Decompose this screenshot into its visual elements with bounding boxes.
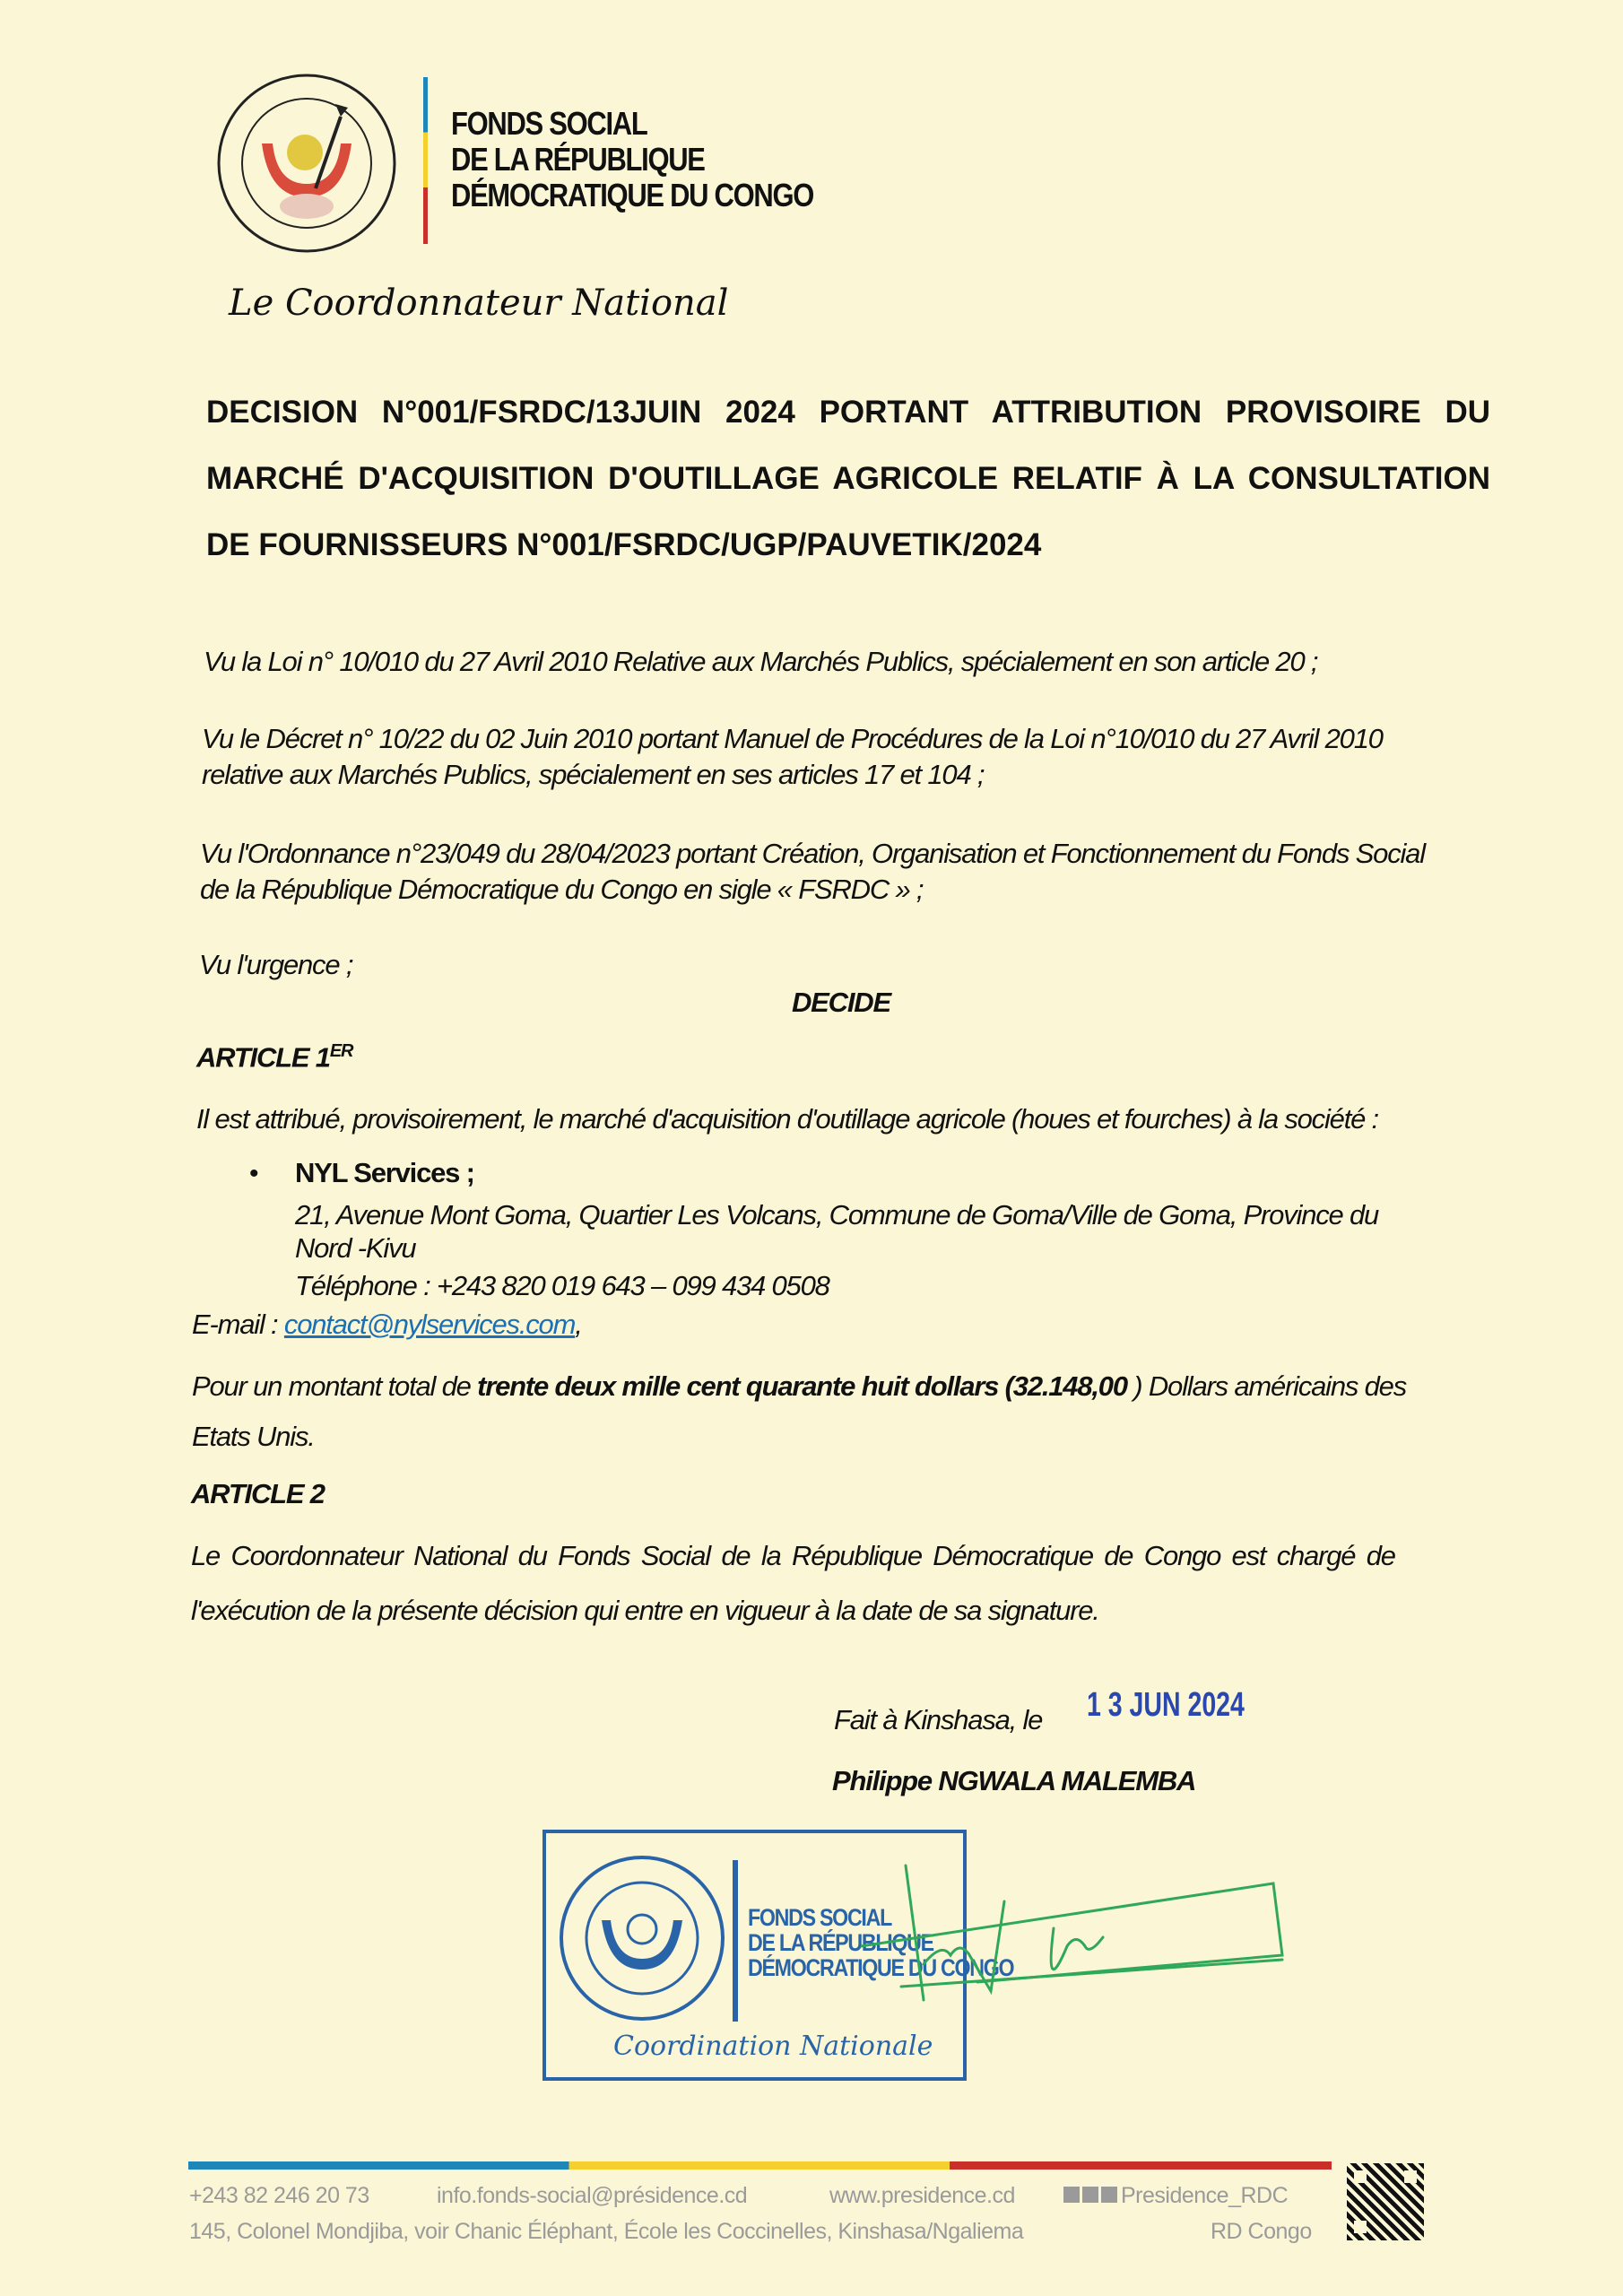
decision-title-line: MARCHÉ D'ACQUISITION D'OUTILLAGE AGRICOLE RELATIF À LA CONSULTATION — [206, 461, 1490, 496]
amount-value: trente deux mille cent quarante huit dollars (32.148,00 — [477, 1370, 1127, 1402]
qr-code-icon — [1347, 2163, 1424, 2240]
org-line: FONDS SOCIAL — [451, 105, 647, 142]
punct: , — [575, 1309, 582, 1340]
article-label: ARTICLE 1 — [196, 1041, 330, 1074]
stamp-seal-icon — [557, 1853, 727, 2023]
decision-title-line: DE FOURNISSEURS N°001/FSRDC/UGP/PAUVETIK/2024 — [206, 527, 1042, 562]
stamp-divider — [733, 1860, 738, 2022]
article-2-text: Le Coordonnateur National du Fonds Social de la République Démocratique de Congo est chargé de — [191, 1540, 1395, 1571]
considerant: Vu le Décret n° 10/22 du 02 Juin 2010 portant Manuel de Procédures de la Loi n°10/010 du 27 Avril 2010 — [202, 723, 1383, 754]
company-address: 21, Avenue Mont Goma, Quartier Les Volcans, Commune de Goma/Ville de Goma, Province du — [295, 1199, 1379, 1231]
considerant: Vu l'urgence ; — [199, 949, 353, 980]
stamp-caption: Coordination Nationale — [613, 2031, 933, 2062]
facebook-icon — [1063, 2187, 1080, 2203]
footer-address: 145, Colonel Mondjiba, voir Chanic Éléphant, École les Coccinelles, Kinshasa/Ngaliema — [189, 2219, 1024, 2244]
company-name: NYL Services ; — [295, 1157, 474, 1188]
footer-email[interactable]: info.fonds-social@présidence.cd — [437, 2183, 748, 2208]
amount-post: ) Dollars américains des — [1126, 1370, 1406, 1402]
org-name — [451, 106, 813, 213]
handwritten-signature — [861, 1848, 1291, 2018]
company-email-line — [192, 1309, 582, 1341]
article-sup: ER — [329, 1041, 353, 1061]
considerant: Vu la Loi n° 10/010 du 27 Avril 2010 Relative aux Marchés Publics, spécialement en son article 20 ; — [204, 646, 1318, 677]
presidency-seal — [215, 72, 399, 256]
article-1-text: Il est attribué, provisoirement, le marché d'acquisition d'outillage agricole (houes et fourches) à la société : — [196, 1103, 1378, 1135]
twitter-icon — [1082, 2187, 1098, 2203]
amount-pre: Pour un montant total de — [192, 1370, 478, 1402]
stamp-org-line: DE LA RÉPUBLIQUE — [748, 1929, 933, 1956]
org-line: DÉMOCRATIQUE DU CONGO — [451, 177, 814, 213]
stamp-org-line: DÉMOCRATIQUE DU CONGO — [748, 1954, 1014, 1981]
amount-line — [192, 1370, 1406, 1403]
email-link[interactable]: contact@nylservices.com — [283, 1309, 576, 1340]
considerant: Vu l'Ordonnance n°23/049 du 28/04/2023 portant Création, Organisation et Fonctionnement du Fonds Social — [200, 838, 1425, 869]
amount-line: Etats Unis. — [192, 1421, 315, 1452]
considerant: de la République Démocratique du Congo en sigle « FSRDC » ; — [200, 874, 924, 905]
bullet: • — [249, 1159, 259, 1188]
email-label: E-mail : — [192, 1309, 284, 1340]
footer-color-bar — [188, 2161, 1332, 2170]
stamp-org-line: FONDS SOCIAL — [748, 1904, 891, 1931]
article-2-heading: ARTICLE 2 — [191, 1478, 325, 1509]
footer-phone: +243 82 246 20 73 — [189, 2183, 369, 2208]
considerant: relative aux Marchés Publics, spécialement en ses articles 17 et 104 ; — [202, 759, 985, 790]
social-handle: Presidence_RDC — [1121, 2183, 1289, 2208]
company-phone: Téléphone : +243 820 019 643 – 099 434 0508 — [295, 1270, 829, 1301]
decide-heading: DECIDE — [792, 987, 890, 1018]
signatory-name: Philippe NGWALA MALEMBA — [832, 1765, 1196, 1796]
org-line: DE LA RÉPUBLIQUE — [451, 141, 705, 178]
flag-color-bar — [423, 77, 428, 244]
company-address: Nord -Kivu — [295, 1232, 416, 1264]
footer-website[interactable]: www.presidence.cd — [829, 2183, 1015, 2208]
place-date-label: Fait à Kinshasa, le — [834, 1704, 1043, 1735]
date-stamp: 1 3 JUN 2024 — [1087, 1686, 1245, 1724]
linkedin-icon — [1101, 2187, 1117, 2203]
footer-country: RD Congo — [1211, 2219, 1312, 2244]
article-1-heading — [196, 1041, 352, 1074]
coordinator-heading: Le Coordonnateur National — [229, 283, 729, 324]
decision-title-line: DECISION N°001/FSRDC/13JUIN 2024 PORTANT ATTRIBUTION PROVISOIRE DU — [206, 395, 1490, 430]
footer-social — [1063, 2183, 1288, 2209]
article-2-text: l'exécution de la présente décision qui entre en vigueur à la date de sa signature. — [191, 1595, 1099, 1626]
